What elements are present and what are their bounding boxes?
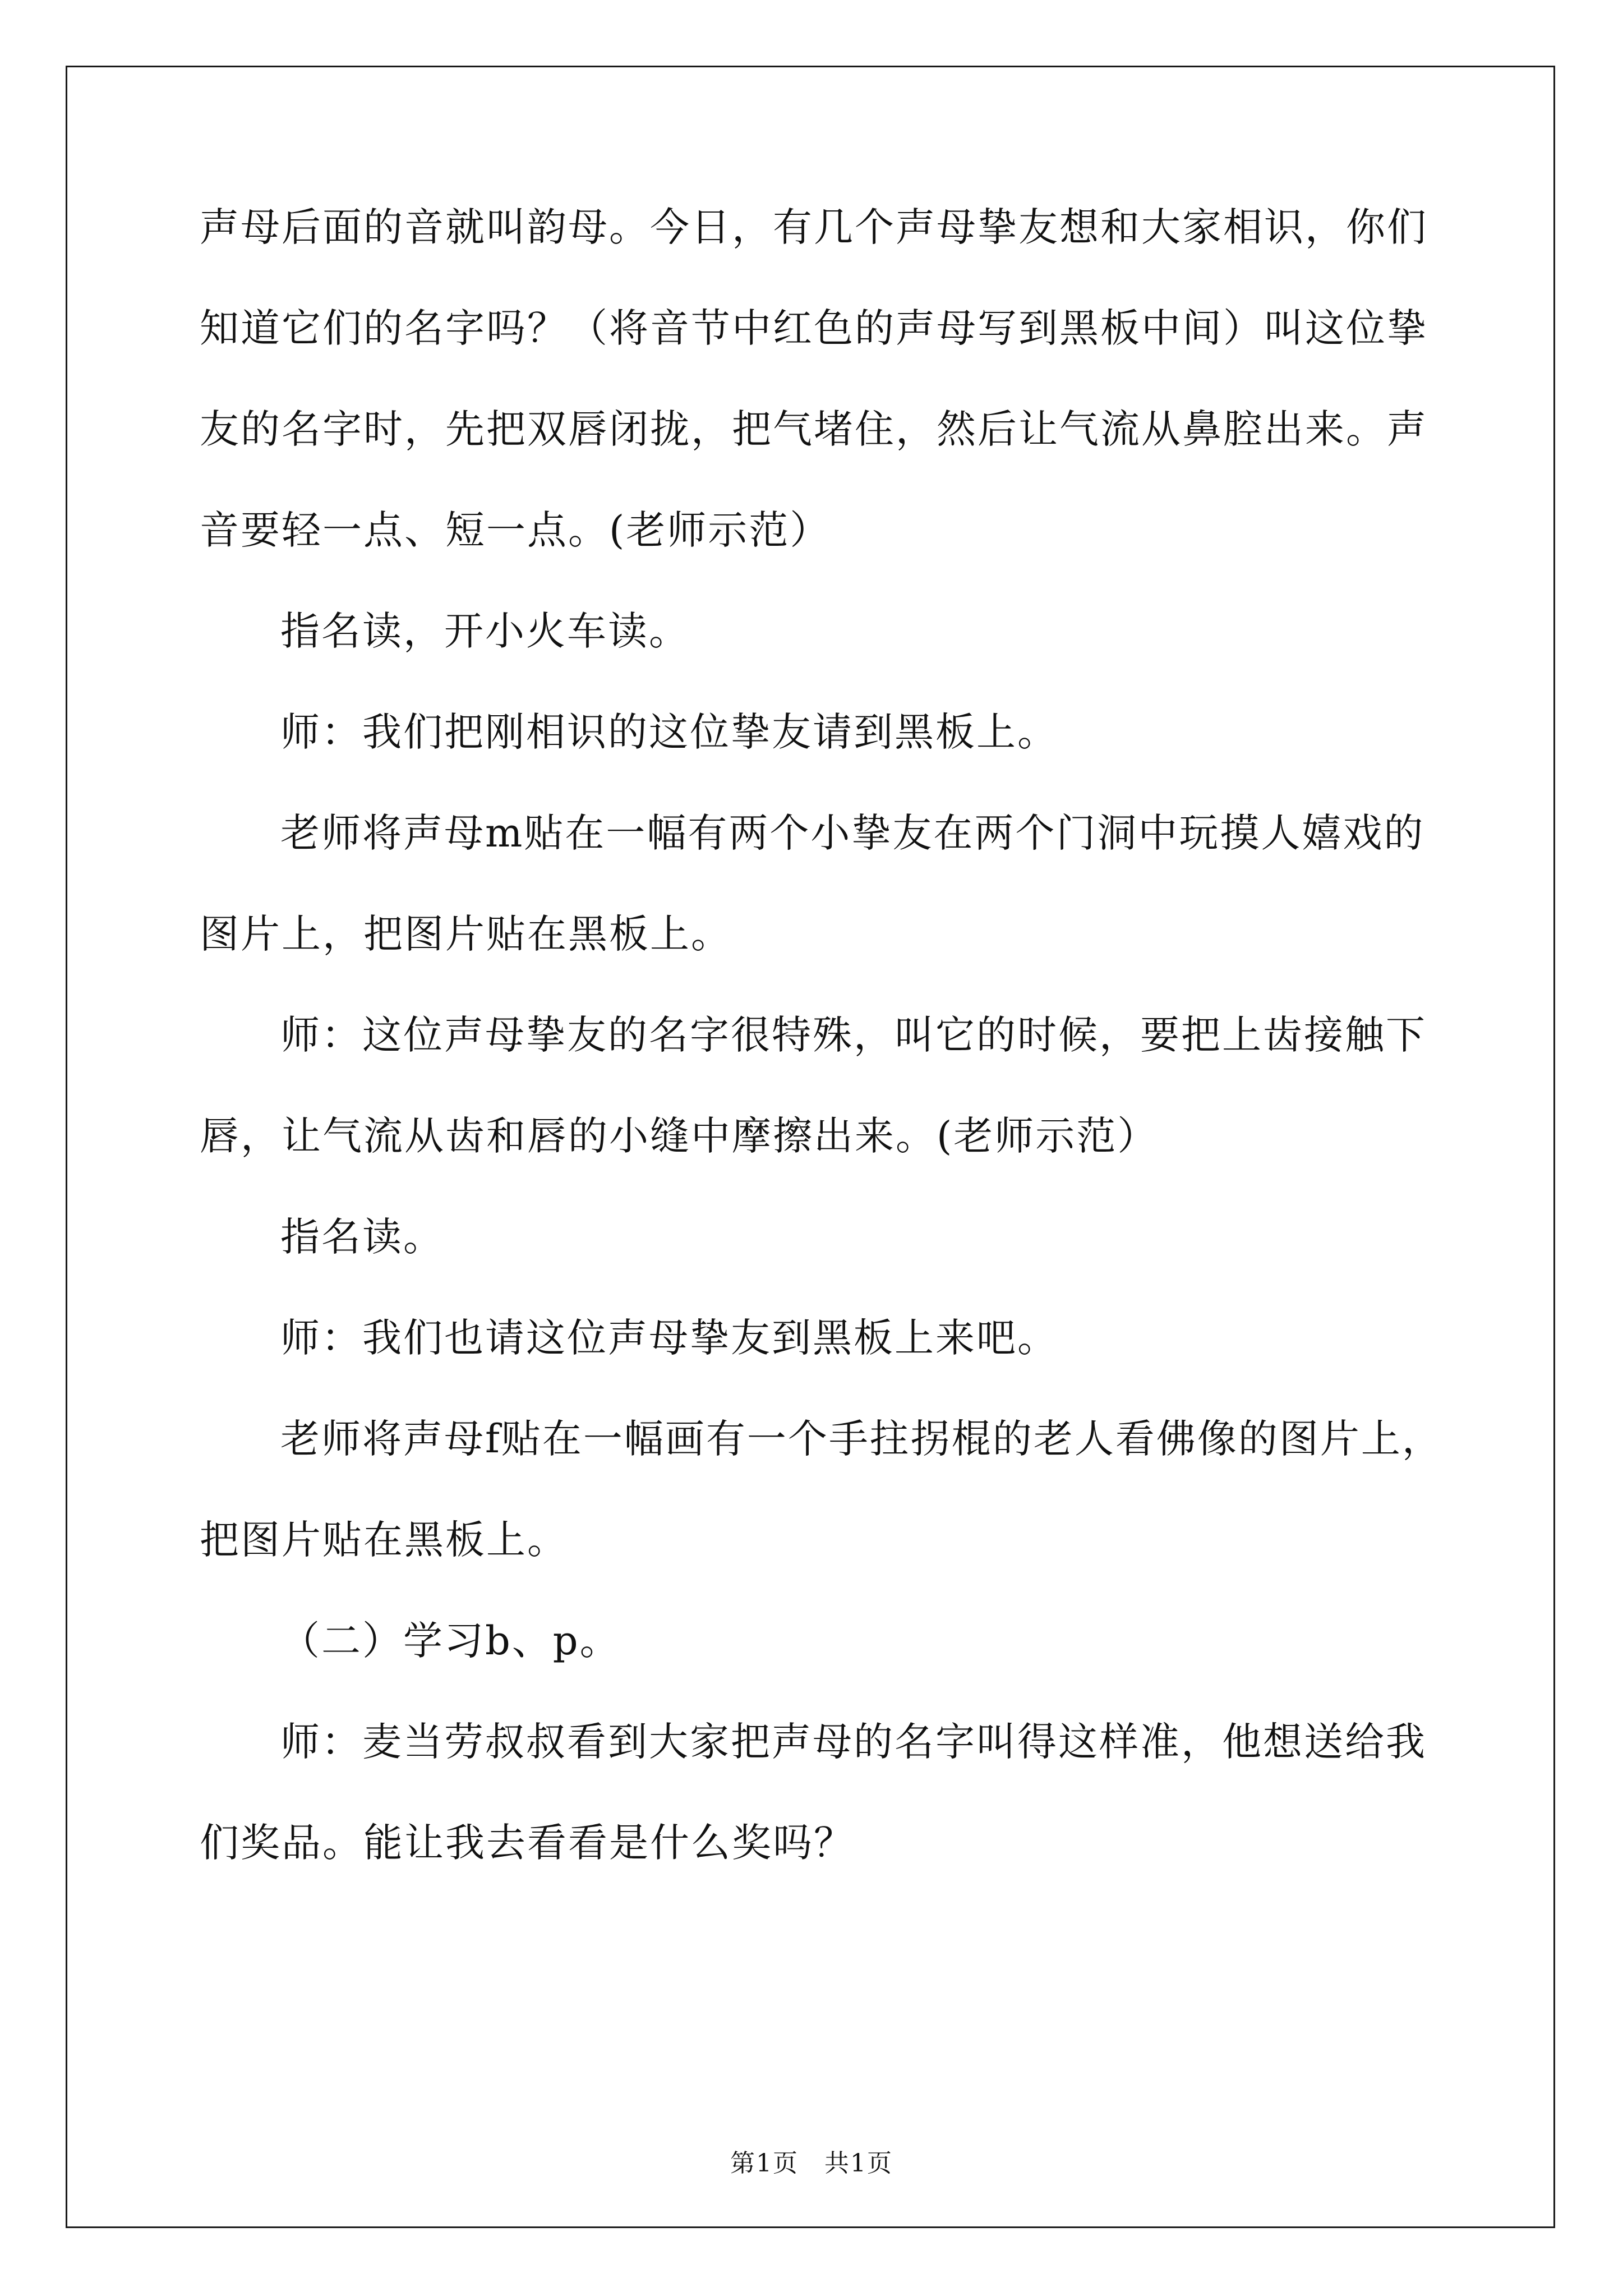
text-line: 音要轻一点、短一点。(老师示范） <box>200 507 831 553</box>
text-line: 师：我们把刚相识的这位挚友请到黑板上。 <box>280 709 1058 755</box>
page-number: 第1页 共1页 <box>730 2149 893 2178</box>
text-line: 师：麦当劳叔叔看到大家把声母的名字叫得这样准，他想送给我 <box>280 1719 1427 1765</box>
text-line: 知道它们的名字吗？（将音节中红色的声母写到黑板中间）叫这位挚 <box>200 305 1428 351</box>
text-line: 把图片贴在黑板上。 <box>200 1517 568 1563</box>
text-line: 师：我们也请这位声母挚友到黑板上来吧。 <box>280 1315 1058 1361</box>
section-heading: （二）学习b、p。 <box>280 1618 621 1664</box>
text-line: 唇，让气流从齿和唇的小缝中摩擦出来。(老师示范） <box>200 1113 1159 1159</box>
text-line: 指名读，开小火车读。 <box>280 608 690 654</box>
text-line: 师：这位声母挚友的名字很特殊，叫它的时候，要把上齿接触下 <box>280 1012 1427 1058</box>
text-line: 老师将声母m贴在一幅有两个小挚友在两个门洞中玩摸人嬉戏的 <box>280 810 1425 856</box>
text-line: 指名读。 <box>280 1214 444 1260</box>
text-line: 图片上，把图片贴在黑板上。 <box>200 911 732 957</box>
text-line: 老师将声母f贴在一幅画有一个手拄拐棍的老人看佛像的图片上， <box>280 1416 1443 1462</box>
text-line: 们奖品。能让我去看看是什么奖吗？ <box>200 1820 855 1866</box>
text-line: 声母后面的音就叫韵母。今日，有几个声母挚友想和大家相识，你们 <box>200 204 1428 250</box>
text-line: 友的名字时，先把双唇闭拢，把气堵住，然后让气流从鼻腔出来。声 <box>200 406 1428 452</box>
